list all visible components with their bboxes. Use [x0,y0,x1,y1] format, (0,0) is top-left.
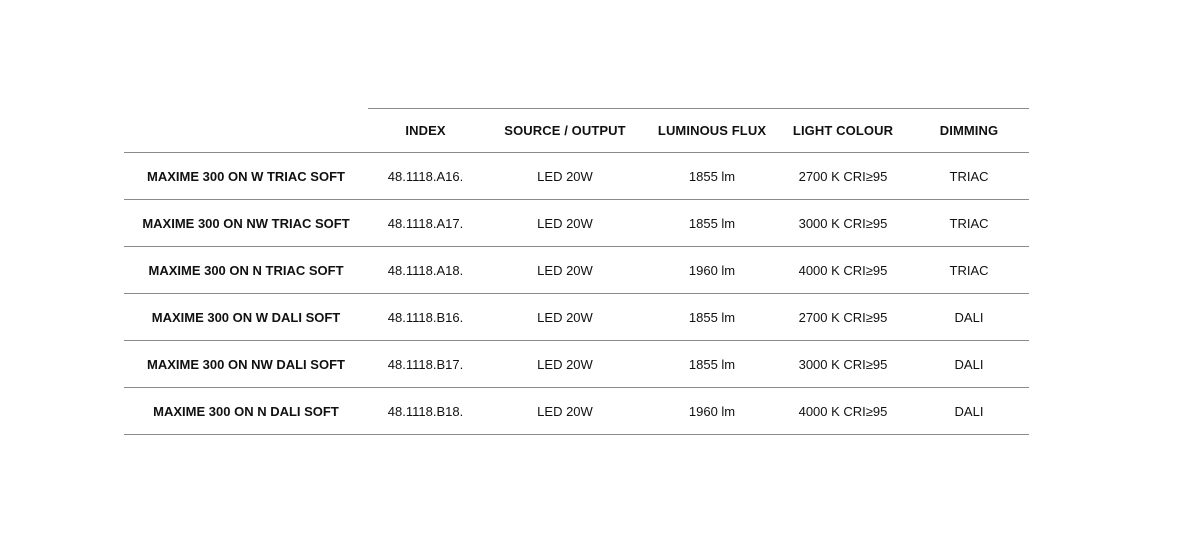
table-row [124,387,1029,435]
product-name: MAXIME 300 ON N TRIAC SOFT [148,262,344,278]
product-dimming: TRIAC [949,168,989,184]
table-header [124,108,1029,152]
table-row [124,199,1029,246]
product-name: MAXIME 300 ON NW TRIAC SOFT [142,215,350,231]
product-source: LED 20W [537,309,593,325]
product-flux: 1855 lm [688,215,736,231]
product-name: MAXIME 300 ON W TRIAC SOFT [147,168,345,184]
product-dimming: TRIAC [949,215,989,231]
product-dimming: DALI [954,309,984,325]
product-name: MAXIME 300 ON N DALI SOFT [153,403,339,419]
product-colour: 4000 K CRI≥95 [798,403,888,419]
product-index: 48.1118.A16. [387,168,464,184]
product-dimming: TRIAC [949,262,989,278]
product-flux: 1855 lm [688,356,736,372]
product-index: 48.1118.A17. [387,215,464,231]
product-colour: 2700 K CRI≥95 [798,168,888,184]
table-row [124,293,1029,340]
table-row [124,246,1029,293]
header-light-colour: LIGHT COLOUR [792,122,894,138]
product-source: LED 20W [537,356,593,372]
header-source-output: SOURCE / OUTPUT [504,122,626,138]
product-dimming: DALI [954,356,984,372]
product-source: LED 20W [537,403,593,419]
header-top-rule [368,108,1029,109]
product-source: LED 20W [537,215,593,231]
product-colour: 2700 K CRI≥95 [798,309,888,325]
product-name: MAXIME 300 ON NW DALI SOFT [147,356,345,372]
product-flux: 1960 lm [688,403,736,419]
product-flux: 1960 lm [688,262,736,278]
product-source: LED 20W [537,262,593,278]
product-index: 48.1118.B18. [387,403,464,419]
product-source: LED 20W [537,168,593,184]
header-dimming: DIMMING [939,122,999,138]
table-row [124,152,1029,199]
product-colour: 4000 K CRI≥95 [798,262,888,278]
table-row [124,340,1029,387]
product-colour: 3000 K CRI≥95 [798,215,888,231]
header-index: INDEX [405,122,446,138]
product-colour: 3000 K CRI≥95 [798,356,888,372]
product-dimming: DALI [954,403,984,419]
product-flux: 1855 lm [688,309,736,325]
product-index: 48.1118.B17. [387,356,464,372]
product-flux: 1855 lm [688,168,736,184]
product-index: 48.1118.B16. [387,309,464,325]
product-name: MAXIME 300 ON W DALI SOFT [151,309,341,325]
product-index: 48.1118.A18. [387,262,464,278]
header-luminous-flux: LUMINOUS FLUX [657,122,767,138]
product-spec-table [124,108,1029,435]
